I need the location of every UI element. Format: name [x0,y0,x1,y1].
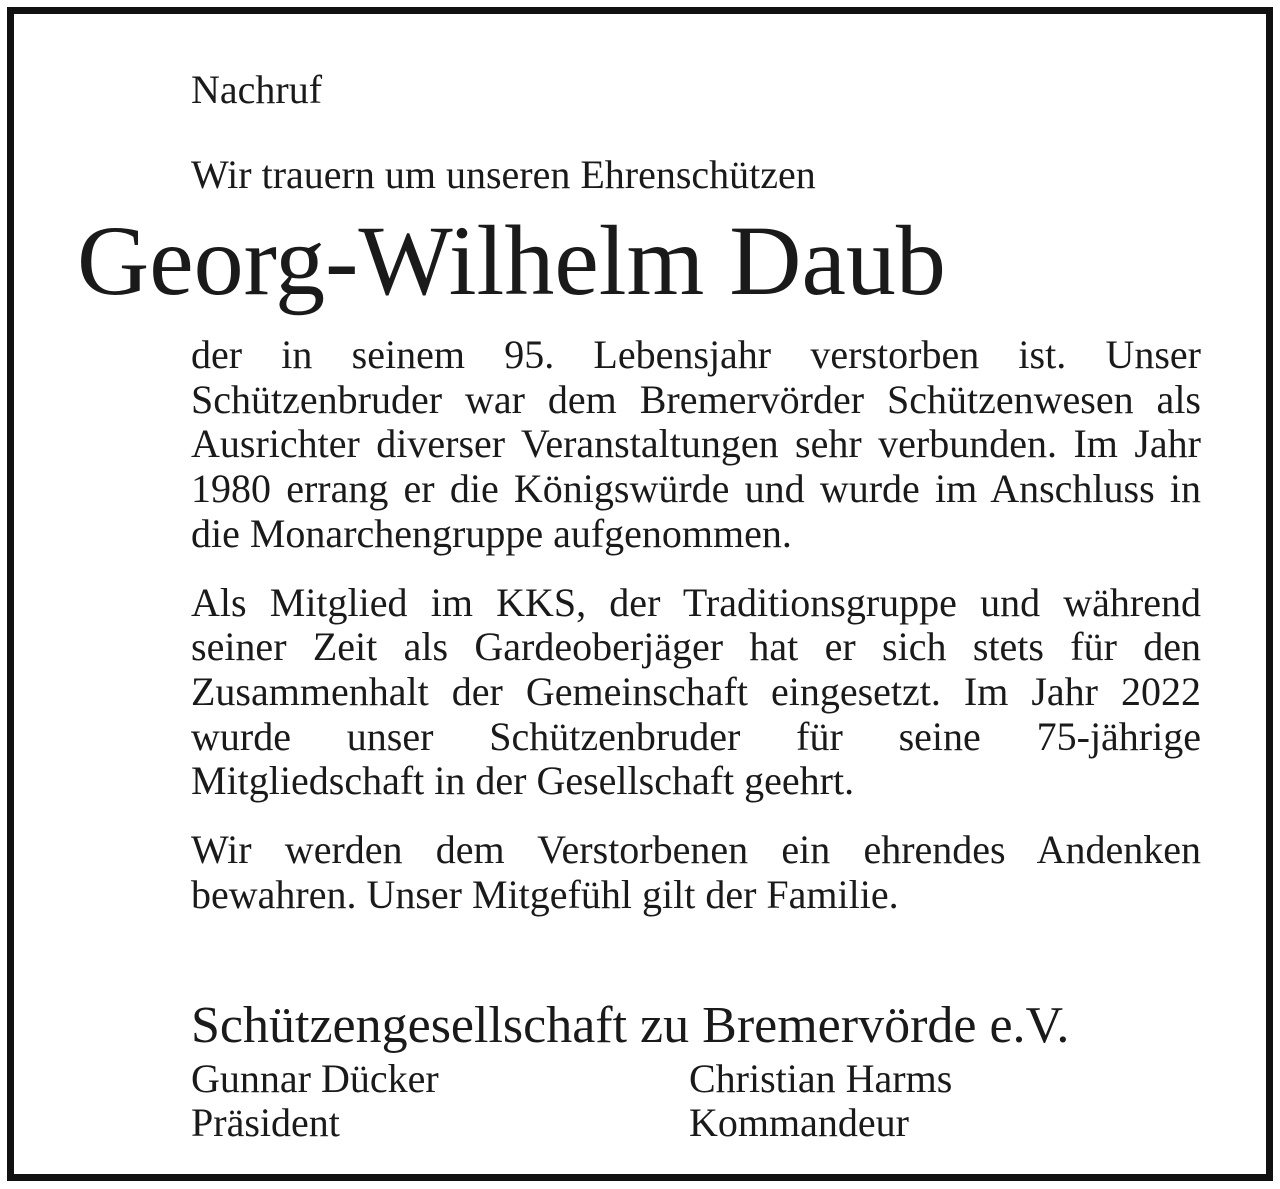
signer-name: Gunnar Dücker [191,1056,439,1101]
body-paragraph: Als Mitglied im KKS, der Traditionsgruppe und während seiner Zeit als Gardeoberjäger hat er sich stets für den Zusammenhalt der Gemeinschaft eingesetzt. Im Jahr 2022 wurde unser Schützenbruder für seine 75-jährige Mitgliedschaft in der Gesellschaft geehrt. [191,579,1201,804]
body-paragraph: Wir werden dem Verstorbenen ein ehrendes Andenken bewahren. Unser Mitgefühl gilt der Familie. [191,827,1201,917]
signer-commander [689,1057,952,1145]
signer-role: Präsident [191,1100,340,1145]
notice-subtitle: Wir trauern um unseren Ehrenschützen [191,152,816,197]
signers [191,1057,1201,1145]
signer-name: Christian Harms [689,1056,953,1101]
signer-role: Kommandeur [689,1100,909,1145]
body-paragraph: der in seinem 95. Lebensjahr verstorben ist. Unser Schützenbruder war dem Bremervörder Schützenwesen als Ausrichter diverser Veranstaltungen sehr verbunden. Im Jahr 1980 errang er die Königswürde und wurde im Anschluss in die Monarchengruppe aufgenommen. [191,332,1201,556]
deceased-name: Georg-Wilhelm Daub [77,205,946,316]
obituary-body [191,333,1201,917]
notice-label: Nachruf [191,67,323,112]
organization-name: Schützengesellschaft zu Bremervörde e.V. [191,997,1070,1054]
obituary-frame [7,7,1273,1181]
signer-president [191,1057,689,1145]
